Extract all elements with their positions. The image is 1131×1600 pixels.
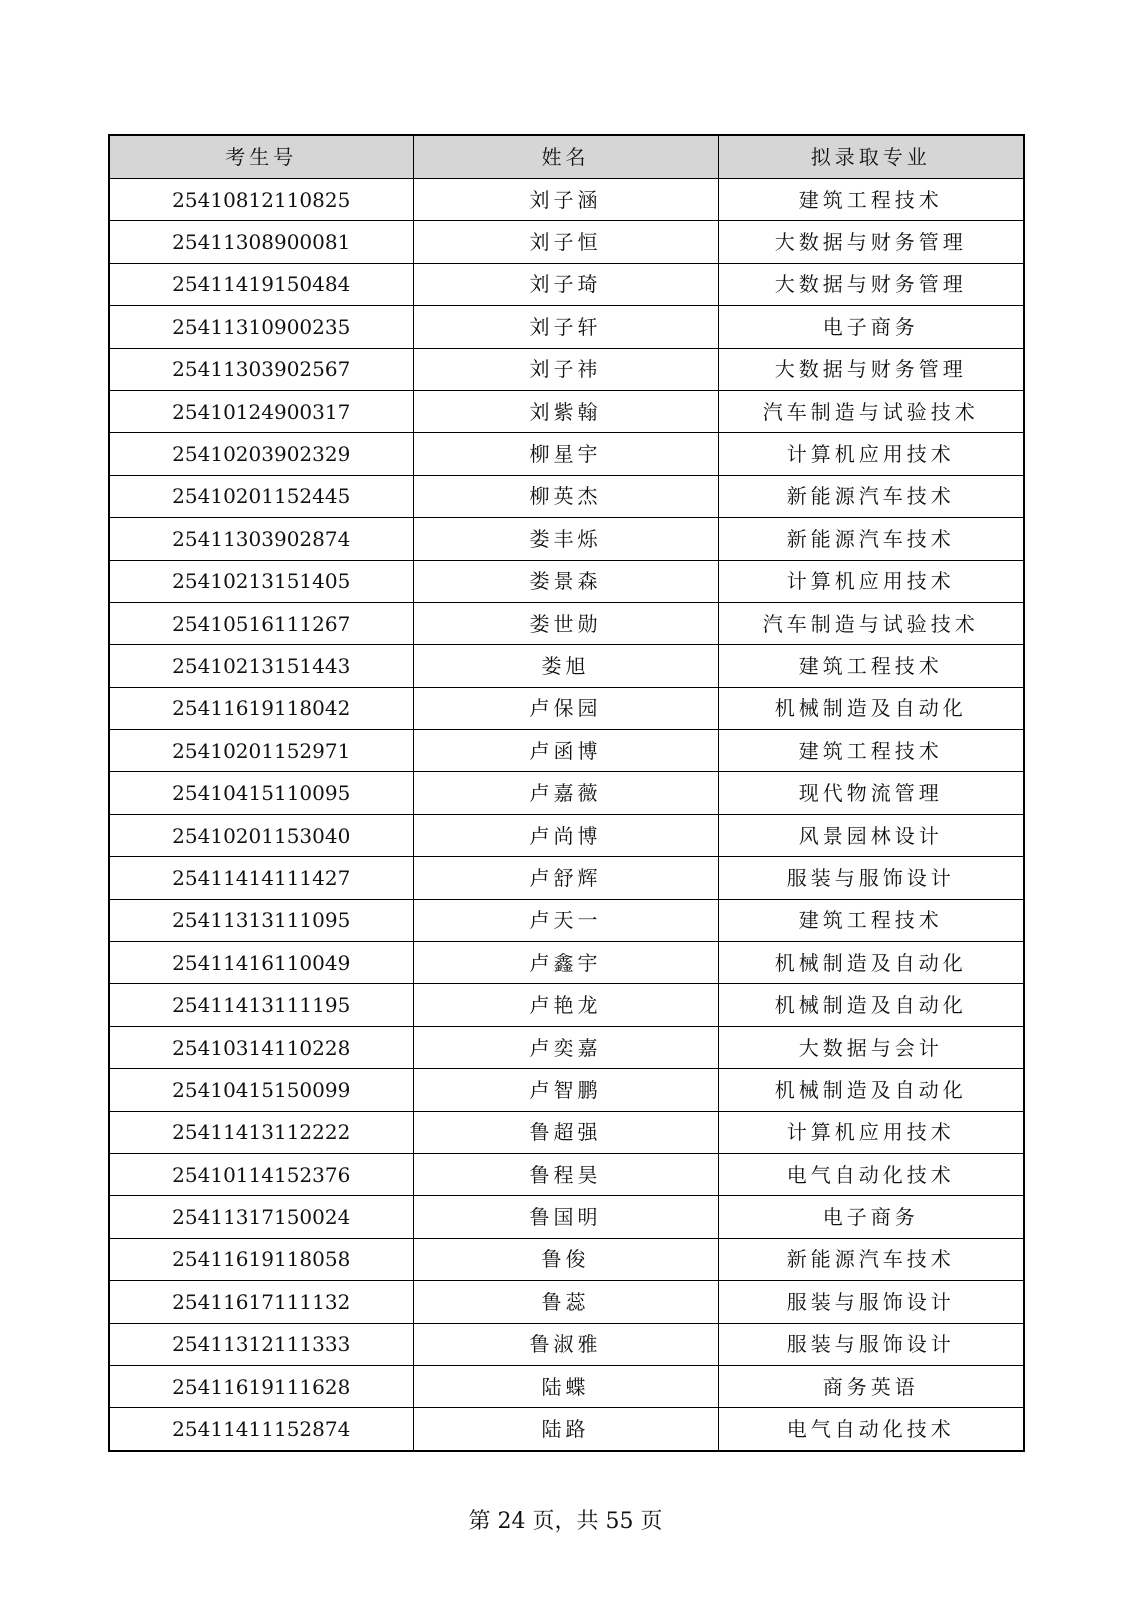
cell-major: 大数据与财务管理 (718, 348, 1024, 390)
cell-exam-number: 25411619111628 (109, 1365, 413, 1407)
cell-exam-number: 25410213151405 (109, 560, 413, 602)
cell-exam-number: 25410114152376 (109, 1153, 413, 1195)
table-row (109, 1365, 1024, 1407)
table-row (109, 1408, 1024, 1451)
cell-major: 新能源汽车技术 (718, 1238, 1024, 1280)
table-row (109, 1111, 1024, 1153)
cell-major: 建筑工程技术 (718, 730, 1024, 772)
cell-major: 建筑工程技术 (718, 899, 1024, 941)
cell-major: 商务英语 (718, 1365, 1024, 1407)
cell-exam-number: 25410201152971 (109, 730, 413, 772)
table-row (109, 1281, 1024, 1323)
table-row (109, 899, 1024, 941)
cell-exam-number: 25411413111195 (109, 984, 413, 1026)
table-row (109, 942, 1024, 984)
cell-exam-number: 25411313111095 (109, 899, 413, 941)
cell-major: 计算机应用技术 (718, 433, 1024, 475)
header-major: 拟录取专业 (718, 135, 1024, 179)
cell-exam-number: 25410124900317 (109, 390, 413, 432)
cell-exam-number: 25410812110825 (109, 179, 413, 221)
cell-exam-number: 25410314110228 (109, 1026, 413, 1068)
cell-major: 风景园林设计 (718, 814, 1024, 856)
cell-major: 机械制造及自动化 (718, 984, 1024, 1026)
cell-exam-number: 25411312111333 (109, 1323, 413, 1365)
admission-table (108, 134, 1025, 1452)
cell-exam-number: 25411303902874 (109, 518, 413, 560)
cell-name: 娄旭 (413, 645, 718, 687)
cell-name: 刘紫翰 (413, 390, 718, 432)
cell-name: 刘子恒 (413, 221, 718, 263)
cell-exam-number: 25410203902329 (109, 433, 413, 475)
cell-name: 卢尚博 (413, 814, 718, 856)
cell-name: 卢鑫宇 (413, 942, 718, 984)
table-row (109, 687, 1024, 729)
cell-exam-number: 25410415150099 (109, 1069, 413, 1111)
cell-name: 刘子琦 (413, 263, 718, 305)
table-row (109, 221, 1024, 263)
cell-major: 建筑工程技术 (718, 645, 1024, 687)
cell-name: 卢保园 (413, 687, 718, 729)
cell-major: 服装与服饰设计 (718, 857, 1024, 899)
cell-name: 陆蝶 (413, 1365, 718, 1407)
cell-exam-number: 25411310900235 (109, 306, 413, 348)
table-row (109, 1026, 1024, 1068)
cell-name: 卢艳龙 (413, 984, 718, 1026)
table-row (109, 1196, 1024, 1238)
cell-name: 卢天一 (413, 899, 718, 941)
cell-name: 卢函博 (413, 730, 718, 772)
cell-major: 电气自动化技术 (718, 1153, 1024, 1195)
table-row (109, 857, 1024, 899)
table-row (109, 390, 1024, 432)
cell-name: 鲁蕊 (413, 1281, 718, 1323)
cell-name: 刘子轩 (413, 306, 718, 348)
cell-name: 鲁国明 (413, 1196, 718, 1238)
cell-major: 机械制造及自动化 (718, 1069, 1024, 1111)
header-exam-number: 考生号 (109, 135, 413, 179)
table-row (109, 1153, 1024, 1195)
table-row (109, 602, 1024, 644)
cell-major: 新能源汽车技术 (718, 475, 1024, 517)
table-row (109, 984, 1024, 1026)
cell-exam-number: 25411419150484 (109, 263, 413, 305)
cell-exam-number: 25411416110049 (109, 942, 413, 984)
cell-name: 卢舒辉 (413, 857, 718, 899)
page-footer: 第 24 页，共 55 页 (468, 1509, 663, 1534)
table-row (109, 306, 1024, 348)
cell-exam-number: 25411411152874 (109, 1408, 413, 1451)
cell-name: 陆路 (413, 1408, 718, 1451)
cell-name: 刘子涵 (413, 179, 718, 221)
cell-major: 建筑工程技术 (718, 179, 1024, 221)
cell-name: 娄丰烁 (413, 518, 718, 560)
cell-major: 现代物流管理 (718, 772, 1024, 814)
table-row (109, 730, 1024, 772)
cell-exam-number: 25410516111267 (109, 602, 413, 644)
table-row (109, 560, 1024, 602)
cell-major: 机械制造及自动化 (718, 942, 1024, 984)
cell-major: 大数据与会计 (718, 1026, 1024, 1068)
cell-name: 柳英杰 (413, 475, 718, 517)
cell-name: 娄景森 (413, 560, 718, 602)
cell-exam-number: 25410201153040 (109, 814, 413, 856)
cell-major: 汽车制造与试验技术 (718, 602, 1024, 644)
cell-name: 鲁超强 (413, 1111, 718, 1153)
cell-major: 汽车制造与试验技术 (718, 390, 1024, 432)
table-row (109, 518, 1024, 560)
cell-exam-number: 25411619118042 (109, 687, 413, 729)
cell-name: 鲁淑雅 (413, 1323, 718, 1365)
cell-exam-number: 25411617111132 (109, 1281, 413, 1323)
table-row (109, 475, 1024, 517)
cell-major: 大数据与财务管理 (718, 263, 1024, 305)
cell-major: 电子商务 (718, 306, 1024, 348)
table-row (109, 645, 1024, 687)
cell-major: 机械制造及自动化 (718, 687, 1024, 729)
table-row (109, 179, 1024, 221)
table-row (109, 772, 1024, 814)
header-name: 姓名 (413, 135, 718, 179)
cell-exam-number: 25411619118058 (109, 1238, 413, 1280)
cell-exam-number: 25411308900081 (109, 221, 413, 263)
cell-exam-number: 25411414111427 (109, 857, 413, 899)
table-row (109, 348, 1024, 390)
cell-name: 卢奕嘉 (413, 1026, 718, 1068)
cell-exam-number: 25411303902567 (109, 348, 413, 390)
cell-major: 新能源汽车技术 (718, 518, 1024, 560)
cell-major: 电子商务 (718, 1196, 1024, 1238)
cell-major: 服装与服饰设计 (718, 1323, 1024, 1365)
table-row (109, 1069, 1024, 1111)
cell-name: 鲁俊 (413, 1238, 718, 1280)
cell-major: 计算机应用技术 (718, 560, 1024, 602)
table-row (109, 814, 1024, 856)
cell-major: 大数据与财务管理 (718, 221, 1024, 263)
cell-exam-number: 25411413112222 (109, 1111, 413, 1153)
cell-name: 柳星宇 (413, 433, 718, 475)
table-header-row (109, 135, 1024, 179)
cell-exam-number: 25410213151443 (109, 645, 413, 687)
cell-name: 刘子祎 (413, 348, 718, 390)
cell-major: 电气自动化技术 (718, 1408, 1024, 1451)
cell-exam-number: 25410415110095 (109, 772, 413, 814)
table-row (109, 1323, 1024, 1365)
cell-major: 服装与服饰设计 (718, 1281, 1024, 1323)
table-row (109, 1238, 1024, 1280)
cell-major: 计算机应用技术 (718, 1111, 1024, 1153)
table-row (109, 433, 1024, 475)
cell-name: 卢嘉薇 (413, 772, 718, 814)
cell-name: 鲁程昊 (413, 1153, 718, 1195)
table-row (109, 263, 1024, 305)
cell-exam-number: 25410201152445 (109, 475, 413, 517)
cell-exam-number: 25411317150024 (109, 1196, 413, 1238)
cell-name: 卢智鹏 (413, 1069, 718, 1111)
cell-name: 娄世勋 (413, 602, 718, 644)
